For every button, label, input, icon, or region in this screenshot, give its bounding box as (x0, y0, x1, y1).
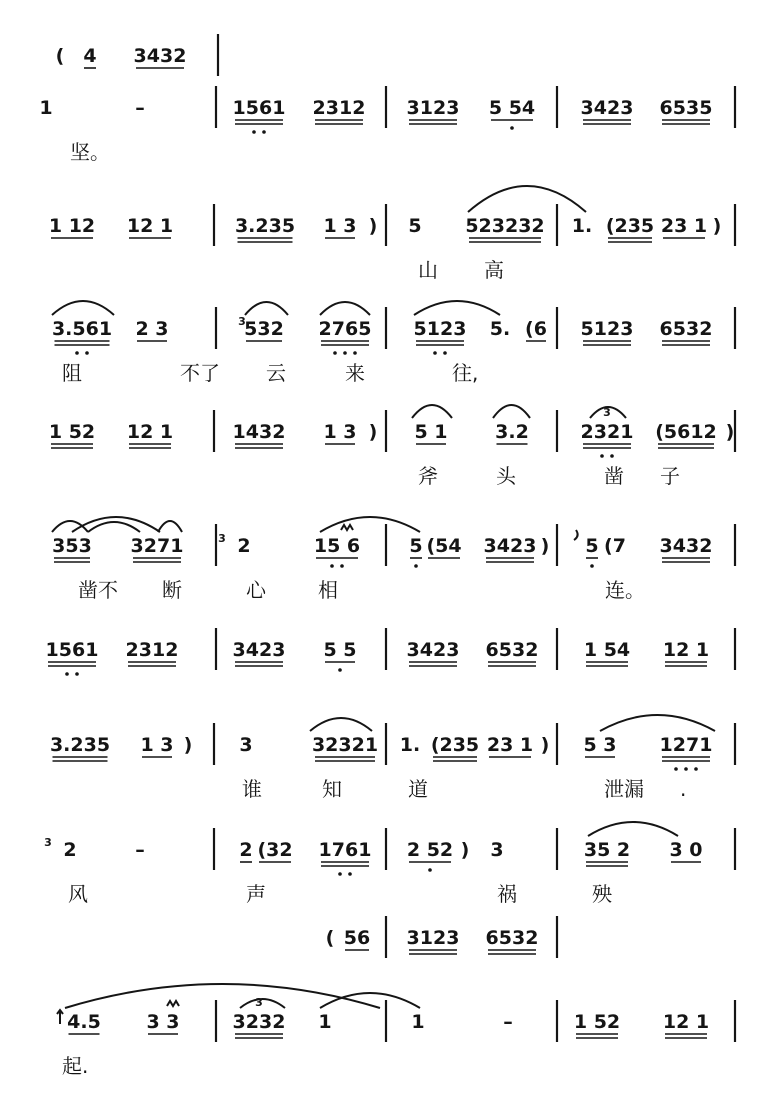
ornament-icon (167, 1001, 179, 1006)
lyric: 凿 (604, 464, 624, 488)
low-octave-dot (590, 564, 594, 568)
note-group: 5 3 (583, 734, 617, 756)
slur (414, 301, 500, 315)
note-group: 3423 (483, 535, 537, 557)
note-group: 3.561 (51, 318, 113, 340)
note-group: 1 3 (323, 421, 357, 443)
note-group: 4 (83, 45, 97, 67)
bracket: ) (183, 734, 193, 756)
note-group: 5. (489, 318, 511, 340)
note-group: 3423 (232, 639, 286, 661)
note-group: 1 12 (48, 215, 96, 237)
note-group: 23 1 (660, 215, 708, 237)
lyric: 道 (408, 777, 428, 801)
arrow-up-icon (57, 1010, 63, 1024)
slur (245, 302, 288, 315)
lyric: 高 (484, 258, 504, 282)
bracket: ) (712, 215, 722, 237)
note-group: 3 3 (146, 1011, 180, 1033)
low-octave-dot (684, 767, 688, 771)
note-group: 1271 (659, 734, 713, 756)
note-group: 2312 (312, 97, 366, 119)
low-octave-dot (510, 126, 514, 130)
note-group: 2 (237, 535, 251, 557)
lyric: 起. (62, 1054, 89, 1078)
note-group: 2 52 (406, 839, 454, 861)
note-group: 1. (399, 734, 421, 756)
note-group: 5 (585, 535, 599, 557)
low-octave-dot (333, 351, 337, 355)
lyric: 相 (318, 578, 338, 602)
grace-note: 3 (238, 315, 246, 328)
low-octave-dot (338, 872, 342, 876)
note-group: 2 (239, 839, 253, 861)
note-group: – (135, 97, 145, 119)
note-group: 1 52 (48, 421, 96, 443)
lyric: 心 (246, 578, 266, 602)
bracket: ) (540, 535, 550, 557)
bracket: ) (725, 421, 735, 443)
note-group: 3.235 (49, 734, 111, 756)
grace-note: 3 (218, 532, 226, 545)
lyric: 坚。 (70, 140, 110, 164)
slur (320, 302, 370, 315)
bracket: ) (368, 215, 378, 237)
note-group: 1561 (45, 639, 99, 661)
lyric: 谁 (242, 777, 262, 801)
note-group: 3432 (133, 45, 187, 67)
note-group: 6532 (485, 639, 539, 661)
note-group: (235 (605, 215, 655, 237)
low-octave-dot (694, 767, 698, 771)
note-group: – (135, 839, 145, 861)
note-group: 3.235 (234, 215, 296, 237)
lyric: 山 (418, 258, 438, 282)
note-group: 2 3 (135, 318, 169, 340)
note-group: 3423 (580, 97, 634, 119)
lyric: 风 (68, 882, 88, 906)
slur (88, 522, 140, 532)
lyric: 来 (345, 361, 365, 385)
lyric: 往, (452, 361, 479, 385)
note-group: 6535 (659, 97, 713, 119)
note-group: 6532 (485, 927, 539, 949)
note-group: 12 1 (662, 1011, 710, 1033)
note-group: 1 (411, 1011, 425, 1033)
low-octave-dot (252, 130, 256, 134)
lyric: 知 (322, 777, 342, 801)
lyric: 连。 (605, 578, 645, 602)
note-group: 1561 (232, 97, 286, 119)
note-group: 2321 (580, 421, 634, 443)
note-group: 1 3 (140, 734, 174, 756)
slur (600, 715, 715, 731)
bracket: ( (325, 927, 335, 949)
note-group: 3123 (406, 97, 460, 119)
low-octave-dot (65, 672, 69, 676)
note-group: 1 54 (583, 639, 631, 661)
lyric: 声 (246, 882, 266, 906)
note-group: 3 0 (669, 839, 703, 861)
bracket: ) (368, 421, 378, 443)
note-group: 56 (343, 927, 371, 949)
lyric: 头 (496, 464, 516, 488)
ornament-icon (341, 525, 353, 530)
low-octave-dot (610, 454, 614, 458)
slur (52, 301, 114, 315)
bracket: ) (540, 734, 550, 756)
bracket: ( (55, 45, 65, 67)
breath-mark-icon (574, 530, 578, 540)
lyric: 阻 (62, 361, 82, 385)
note-group: (54 (426, 535, 462, 557)
lyric: 子 (660, 464, 680, 488)
note-group: 15 6 (313, 535, 361, 557)
note-group: 23 1 (486, 734, 534, 756)
note-group: 3423 (406, 639, 460, 661)
note-group: 2 (63, 839, 77, 861)
note-group: 1432 (232, 421, 286, 443)
note-group: 3232 (232, 1011, 286, 1033)
slur (468, 186, 586, 212)
note-group: (5612 (655, 421, 717, 443)
note-group: 532 (244, 318, 284, 340)
note-group: 5 54 (488, 97, 536, 119)
note-group: 32321 (311, 734, 379, 756)
triplet-mark: 3 (255, 996, 263, 1009)
slur (588, 822, 678, 836)
note-group: 1 3 (323, 215, 357, 237)
low-octave-dot (443, 351, 447, 355)
note-group: 3.2 (495, 421, 529, 443)
note-group: 1 (318, 1011, 332, 1033)
lyric: 云 (266, 361, 286, 385)
note-group: 5 (408, 215, 422, 237)
low-octave-dot (340, 564, 344, 568)
slur (310, 718, 372, 731)
note-group: 12 1 (126, 421, 174, 443)
lyric: 不了 (180, 361, 220, 385)
note-group: (32 (257, 839, 293, 861)
note-group: 5 1 (414, 421, 448, 443)
note-group: 1 52 (573, 1011, 621, 1033)
low-octave-dot (674, 767, 678, 771)
low-octave-dot (414, 564, 418, 568)
grace-note: 3 (44, 836, 52, 849)
low-octave-dot (353, 351, 357, 355)
low-octave-dot (75, 351, 79, 355)
lyric: 祸 (497, 882, 517, 906)
note-group: (7 (604, 535, 626, 557)
lyric: 泄漏 (604, 777, 644, 801)
note-group: 3271 (130, 535, 184, 557)
bracket: ) (460, 839, 470, 861)
slur (320, 517, 420, 532)
note-group: 5123 (580, 318, 634, 340)
note-group: (6 (525, 318, 547, 340)
lyric: 断 (162, 578, 182, 602)
lyric: 殃 (592, 882, 612, 906)
note-group: 5 5 (323, 639, 357, 661)
note-group: 3432 (659, 535, 713, 557)
note-group: 3 (239, 734, 253, 756)
note-group: 12 1 (126, 215, 174, 237)
slur (412, 405, 452, 418)
triplet-mark: 3 (603, 406, 611, 419)
note-group: 2765 (318, 318, 372, 340)
low-octave-dot (338, 668, 342, 672)
lyric: 凿不 (78, 578, 118, 602)
low-octave-dot (343, 351, 347, 355)
note-group: (235 (430, 734, 480, 756)
low-octave-dot (428, 868, 432, 872)
note-group: 353 (52, 535, 92, 557)
note-group: 3 (490, 839, 504, 861)
low-octave-dot (85, 351, 89, 355)
note-group: 2312 (125, 639, 179, 661)
note-group: 1. (571, 215, 593, 237)
lyric: 斧 (418, 464, 438, 488)
note-group: 35 2 (583, 839, 631, 861)
low-octave-dot (75, 672, 79, 676)
low-octave-dot (262, 130, 266, 134)
note-group: 5123 (413, 318, 467, 340)
low-octave-dot (348, 872, 352, 876)
note-group: 5 (409, 535, 423, 557)
slur (158, 521, 182, 532)
note-group: 523232 (465, 215, 545, 237)
note-group: 1761 (318, 839, 372, 861)
slur (65, 984, 380, 1008)
note-group: 3123 (406, 927, 460, 949)
low-octave-dot (600, 454, 604, 458)
note-group: 12 1 (662, 639, 710, 661)
lyric: . (680, 777, 687, 801)
note-group: – (503, 1011, 513, 1033)
low-octave-dot (330, 564, 334, 568)
low-octave-dot (433, 351, 437, 355)
note-group: 4.5 (67, 1011, 101, 1033)
note-group: 6532 (659, 318, 713, 340)
note-group: 1 (39, 97, 53, 119)
slur (493, 405, 530, 418)
